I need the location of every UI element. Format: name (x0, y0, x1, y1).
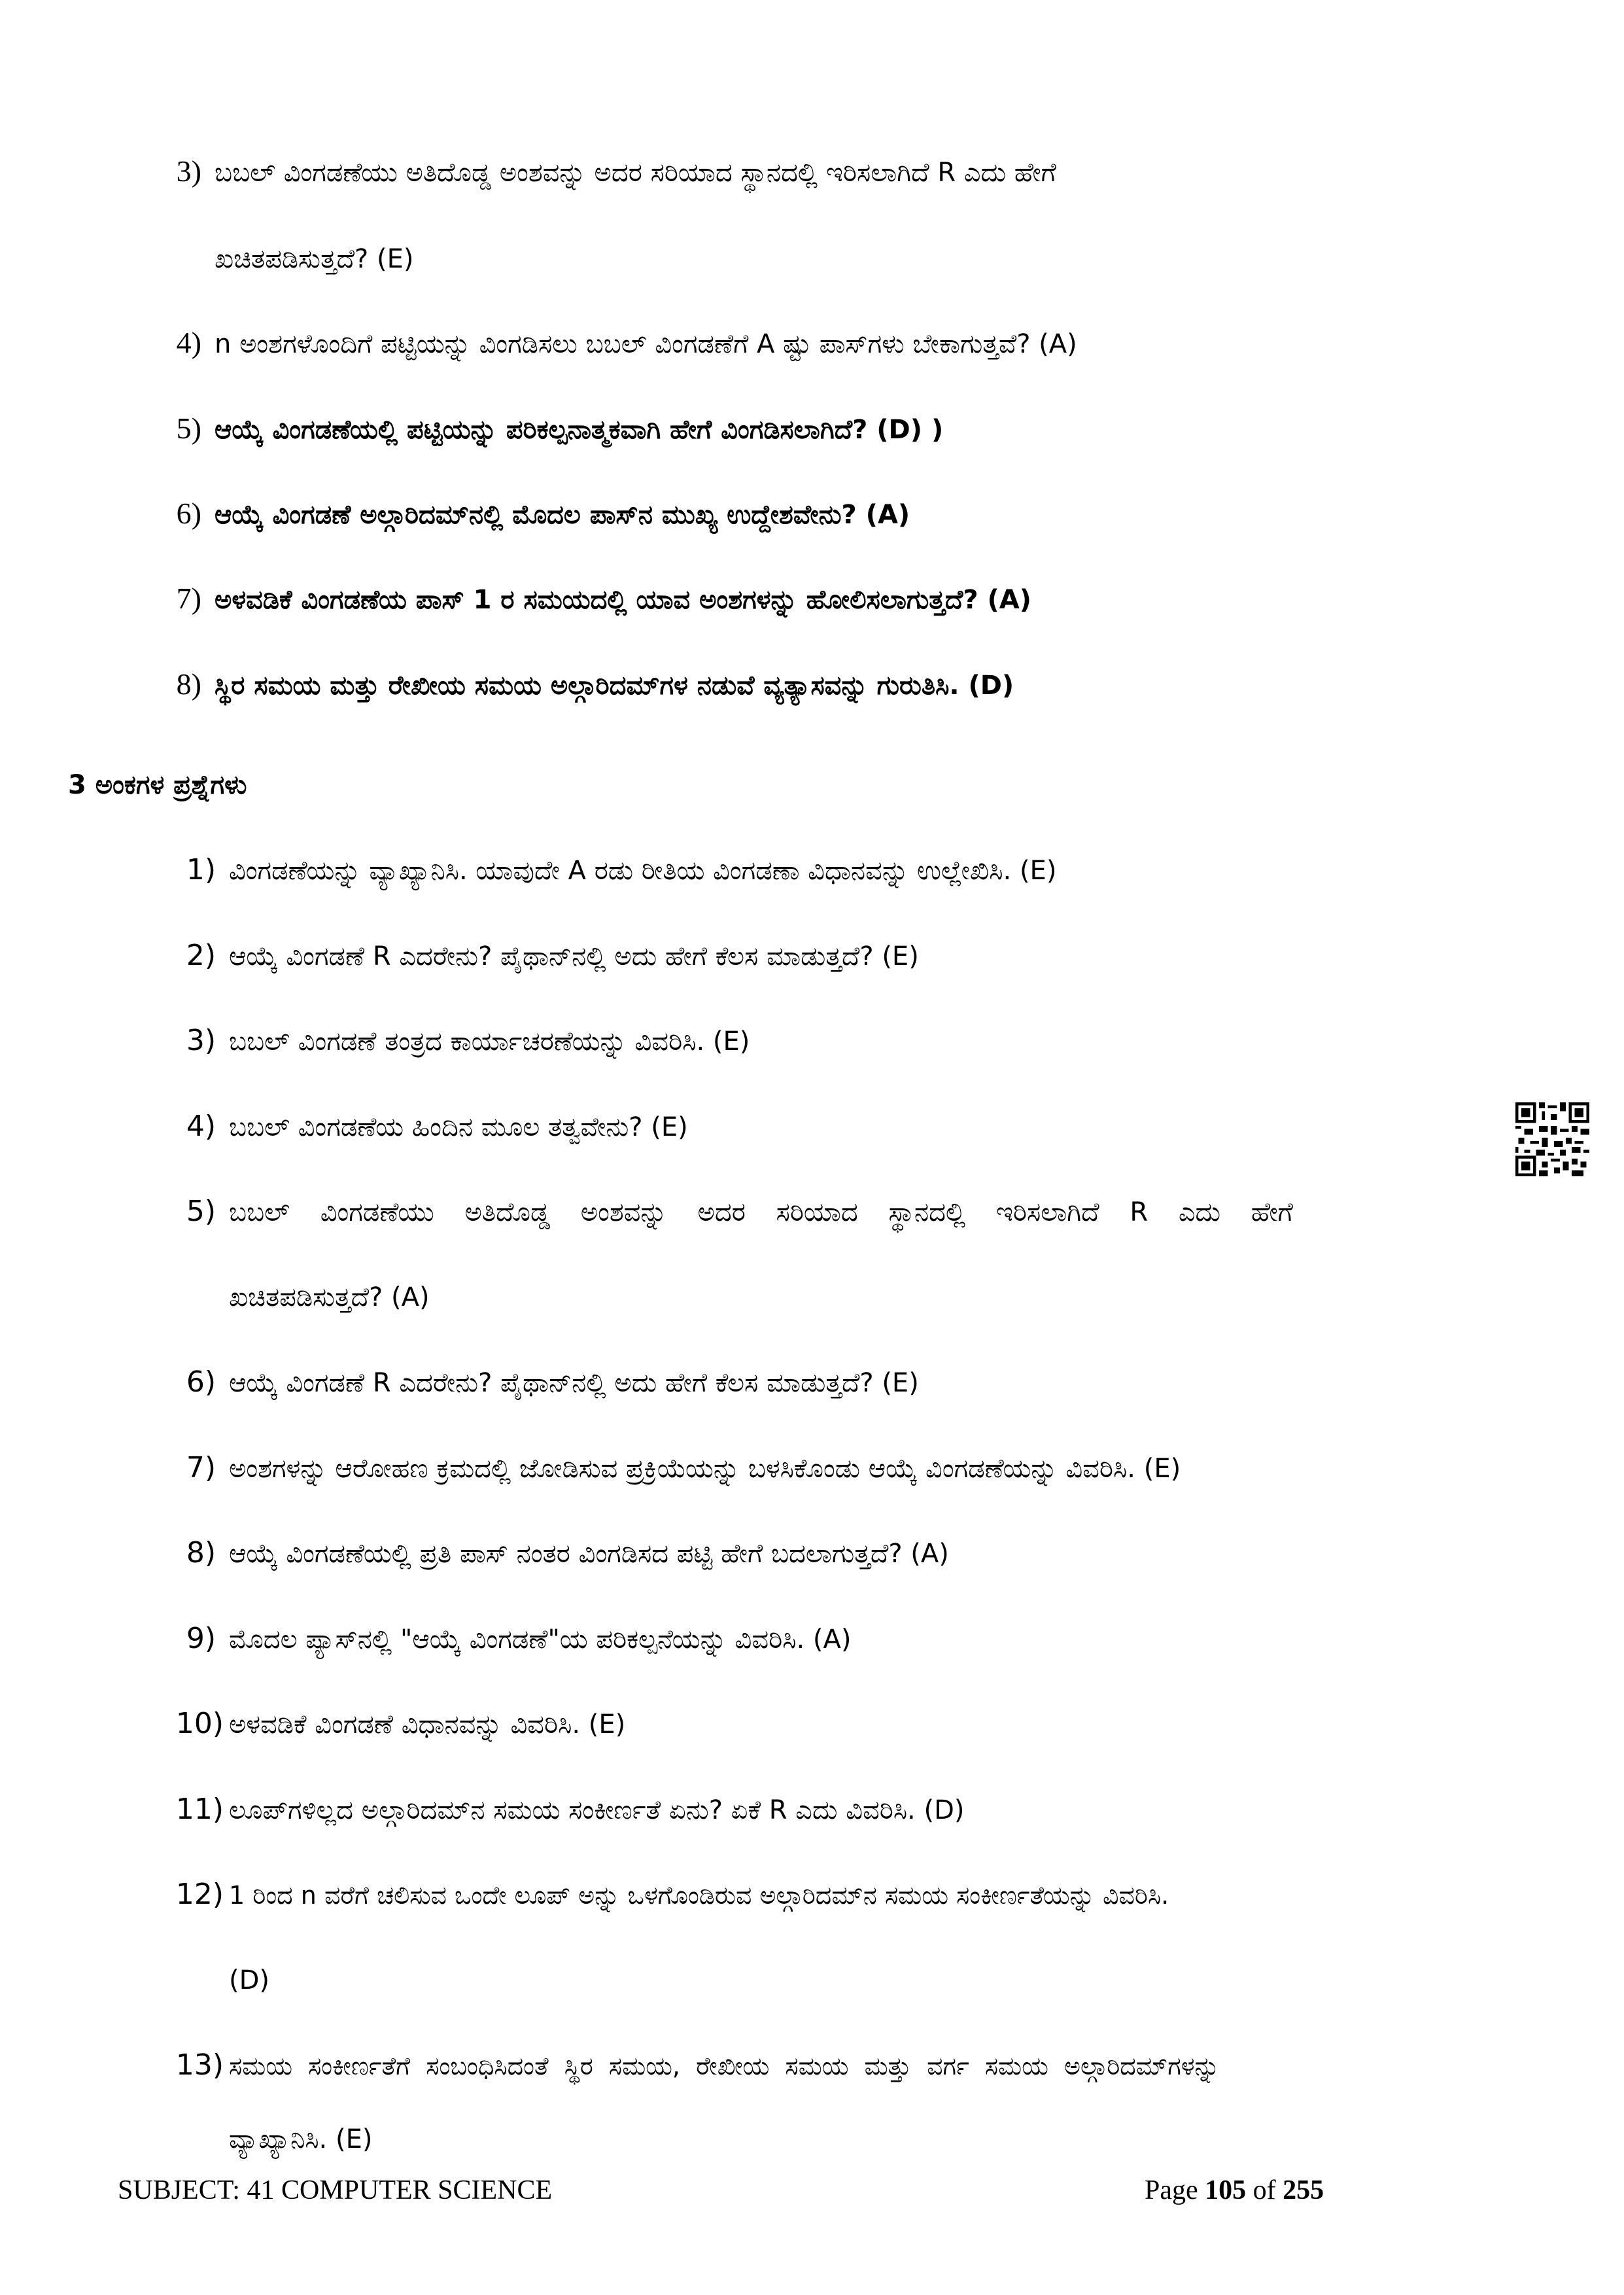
question-number: 3) (186, 1024, 216, 1057)
question-number: 6) (186, 1365, 216, 1399)
question-8-prev (176, 665, 1014, 705)
question-4 (186, 1107, 688, 1147)
question-text: ಸಮಯ ಸಂಕೀರ್ಣತೆಗೆ ಸಂಬಂಧಿಸಿದಂತೆ ಸ್ಥಿರ ಸಮಯ, ರೇಖೀಯ ಸಮಯ ಮತ್ತು ವರ್ಗ ಸಮಯ ಅಲ್ಗಾರಿದಮ್‌ಗಳನ್ನು (229, 2052, 1220, 2080)
question-5-prev (176, 409, 944, 449)
question-text: ಬಬಲ್ ವಿಂಗಡಣೆಯ ಹಿಂದಿನ ಮೂಲ ತತ್ವವೇನು? (E) (229, 1112, 688, 1142)
question-7-prev (176, 579, 1031, 620)
question-6-prev (176, 494, 910, 534)
question-text: ಮೊದಲ ಪ್ಯಾಸ್‌ನಲ್ಲಿ "ಆಯ್ಕೆ ವಿಂಗಡಣೆ"ಯ ಪರಿಕಲ್ಪನೆಯನ್ನು ವಿವರಿಸಿ. (A) (229, 1624, 852, 1655)
question-4-prev (176, 323, 1077, 364)
question-13-continuation: ವ್ಯಾಖ್ಯಾನಿಸಿ. (E) (229, 2124, 373, 2154)
question-text: ಬಬಲ್ ವಿಂಗಡಣೆಯು ಅತಿದೊಡ್ಡ ಅಂಶವನ್ನು ಅದರ ಸರಿಯಾದ ಸ್ಥಾನದಲ್ಲಿ ಇರಿಸಲಾಗಿದೆ R ಎದು ಹೇಗೆ (229, 1197, 1293, 1227)
question-10 (175, 1704, 626, 1744)
question-number: 12) (175, 1878, 224, 1911)
question-number: 4) (176, 326, 201, 359)
question-text: 1 ರಿಂದ n ವರೆಗೆ ಚಲಿಸುವ ಒಂದೇ ಲೂಪ್ ಅನ್ನು ಒಳಗೊಂಡಿರುವ ಅಲ್ಗಾರಿದಮ್‌ನ ಸಮಯ ಸಂಕೀರ್ಣತೆಯನ್ನು ವಿವರಿಸಿ. (229, 1881, 1169, 1910)
question-text: ಅಳವಡಿಕೆ ವಿಂಗಡಣೆಯ ಪಾಸ್ 1 ರ ಸಮಯದಲ್ಲಿ ಯಾವ ಅಂಶಗಳನ್ನು ಹೋಲಿಸಲಾಗುತ್ತದೆ? (A) (215, 585, 1031, 615)
question-2 (186, 936, 919, 976)
footer-page-of: of (1253, 2175, 1276, 2205)
question-text: ಆಯ್ಕೆ ವಿಂಗಡಣೆ ಅಲ್ಗಾರಿದಮ್‌ನಲ್ಲಿ ಮೊದಲ ಪಾಸ್‌ನ ಮುಖ್ಯ ಉದ್ದೇಶವೇನು? (A) (215, 500, 910, 530)
question-number: 5) (186, 1195, 216, 1228)
question-12-continuation: (D) (229, 1965, 270, 1995)
question-number: 7) (176, 582, 201, 615)
footer-page-prefix: Page (1145, 2175, 1198, 2205)
question-5-continuation: ಖಚಿತಪಡಿಸುತ್ತದೆ? (A) (229, 1282, 430, 1312)
question-3-prev-continuation: ಖಚಿತಪಡಿಸುತ್ತದೆ? (E) (215, 244, 414, 274)
question-number: 2) (186, 939, 216, 972)
question-11 (175, 1790, 965, 1830)
question-number: 8) (186, 1536, 216, 1569)
question-text: ಲೂಪ್‌ಗಳಿಲ್ಲದ ಅಲ್ಗಾರಿದಮ್‌ನ ಸಮಯ ಸಂಕೀರ್ಣತೆ ಏನು? ಏಕೆ R ಎದು ವಿವರಿಸಿ. (D) (229, 1795, 965, 1825)
question-text: ಆಯ್ಕೆ ವಿಂಗಡಣೆಯಲ್ಲಿ ಪಟ್ಟಿಯನ್ನು ಪರಿಕಲ್ಪನಾತ್ಮಕವಾಗಿ ಹೇಗೆ ವಿಂಗಡಿಸಲಾಗಿದೆ? (D) ) (215, 415, 944, 445)
question-text: ಬಬಲ್ ವಿಂಗಡಣೆ ತಂತ್ರದ ಕಾರ್ಯಾಚರಣೆಯನ್ನು ವಿವರಿಸಿ. (E) (229, 1026, 750, 1057)
question-3 (186, 1021, 750, 1061)
question-6 (186, 1363, 919, 1403)
question-number: 8) (176, 667, 201, 701)
question-number: 6) (176, 497, 201, 530)
question-8 (186, 1533, 949, 1573)
question-number: 11) (175, 1793, 224, 1826)
section-heading: 3 ಅಂಕಗಳ ಪ್ರಶ್ನೆಗಳು (68, 770, 247, 800)
question-7 (186, 1448, 1181, 1488)
question-text: n ಅಂಶಗಳೊಂದಿಗೆ ಪಟ್ಟಿಯನ್ನು ವಿಂಗಡಿಸಲು ಬಬಲ್ ವಿಂಗಡಣೆಗೆ A ಷ್ಟು ಪಾಸ್‌ಗಳು ಬೇಕಾಗುತ್ತವೆ? (A) (215, 329, 1077, 359)
question-1 (186, 850, 1057, 890)
question-text: ಆಯ್ಕೆ ವಿಂಗಡಣೆಯಲ್ಲಿ ಪ್ರತಿ ಪಾಸ್ ನಂತರ ವಿಂಗಡಿಸದ ಪಟ್ಟಿ ಹೇಗೆ ಬದಲಾಗುತ್ತದೆ? (A) (229, 1539, 949, 1569)
question-12 (175, 1875, 1169, 1915)
question-text: ಅಳವಡಿಕೆ ವಿಂಗಡಣೆ ವಿಧಾನವನ್ನು ವಿವರಿಸಿ. (E) (229, 1709, 626, 1740)
question-number: 7) (186, 1451, 216, 1484)
question-text: ವಿಂಗಡಣೆಯನ್ನು ವ್ಯಾಖ್ಯಾನಿಸಿ. ಯಾವುದೇ A ರಡು ರೀತಿಯ ವಿಂಗಡಣಾ ವಿಧಾನವನ್ನು ಉಲ್ಲೇಖಿಸಿ. (E) (229, 856, 1057, 886)
question-number: 13) (175, 2048, 224, 2082)
footer-subject: SUBJECT: 41 COMPUTER SCIENCE (118, 2175, 553, 2205)
question-text: ಸ್ಥಿರ ಸಮಯ ಮತ್ತು ರೇಖೀಯ ಸಮಯ ಅಲ್ಗಾರಿದಮ್‌ಗಳ ನಡುವೆ ವ್ಯತ್ಯಾಸವನ್ನು ಗುರುತಿಸಿ. (D) (215, 671, 1014, 701)
footer-page-info (1145, 2172, 1324, 2209)
question-number: 10) (175, 1707, 224, 1740)
question-number: 3) (176, 154, 201, 188)
question-13 (175, 2046, 1220, 2086)
footer-page-number: 105 (1205, 2175, 1247, 2205)
question-number: 9) (186, 1622, 216, 1655)
question-text: ಬಬಲ್ ವಿಂಗಡಣೆಯು ಅತಿದೊಡ್ಡ ಅಂಶವನ್ನು ಅದರ ಸರಿಯಾದ ಸ್ಥಾನದಲ್ಲಿ ಇರಿಸಲಾಗಿದೆ R ಎದು ಹೇಗೆ (215, 158, 1056, 188)
question-number: 4) (186, 1110, 216, 1143)
question-number: 5) (176, 412, 201, 445)
question-3-prev (176, 152, 1056, 192)
question-text: ಆಯ್ಕೆ ವಿಂಗಡಣೆ R ಎದರೇನು? ಪೈಥಾನ್‌ನಲ್ಲಿ ಅದು ಹೇಗೆ ಕೆಲಸ ಮಾಡುತ್ತದೆ? (E) (229, 1368, 919, 1398)
footer-page-total: 255 (1283, 2175, 1324, 2205)
question-text: ಅಂಶಗಳನ್ನು ಆರೋಹಣ ಕ್ರಮದಲ್ಲಿ ಜೋಡಿಸುವ ಪ್ರಕ್ರಿಯೆಯನ್ನು ಬಳಸಿಕೊಂಡು ಆಯ್ಕೆ ವಿಂಗಡಣೆಯನ್ನು ವಿವರಿಸಿ. (E) (229, 1454, 1181, 1484)
question-text: ಆಯ್ಕೆ ವಿಂಗಡಣೆ R ಎದರೇನು? ಪೈಥಾನ್‌ನಲ್ಲಿ ಅದು ಹೇಗೆ ಕೆಲಸ ಮಾಡುತ್ತದೆ? (E) (229, 941, 919, 972)
question-5 (186, 1192, 1524, 1232)
question-number: 1) (186, 853, 216, 886)
question-9 (186, 1619, 852, 1659)
qr-code-image (1515, 1102, 1589, 1176)
